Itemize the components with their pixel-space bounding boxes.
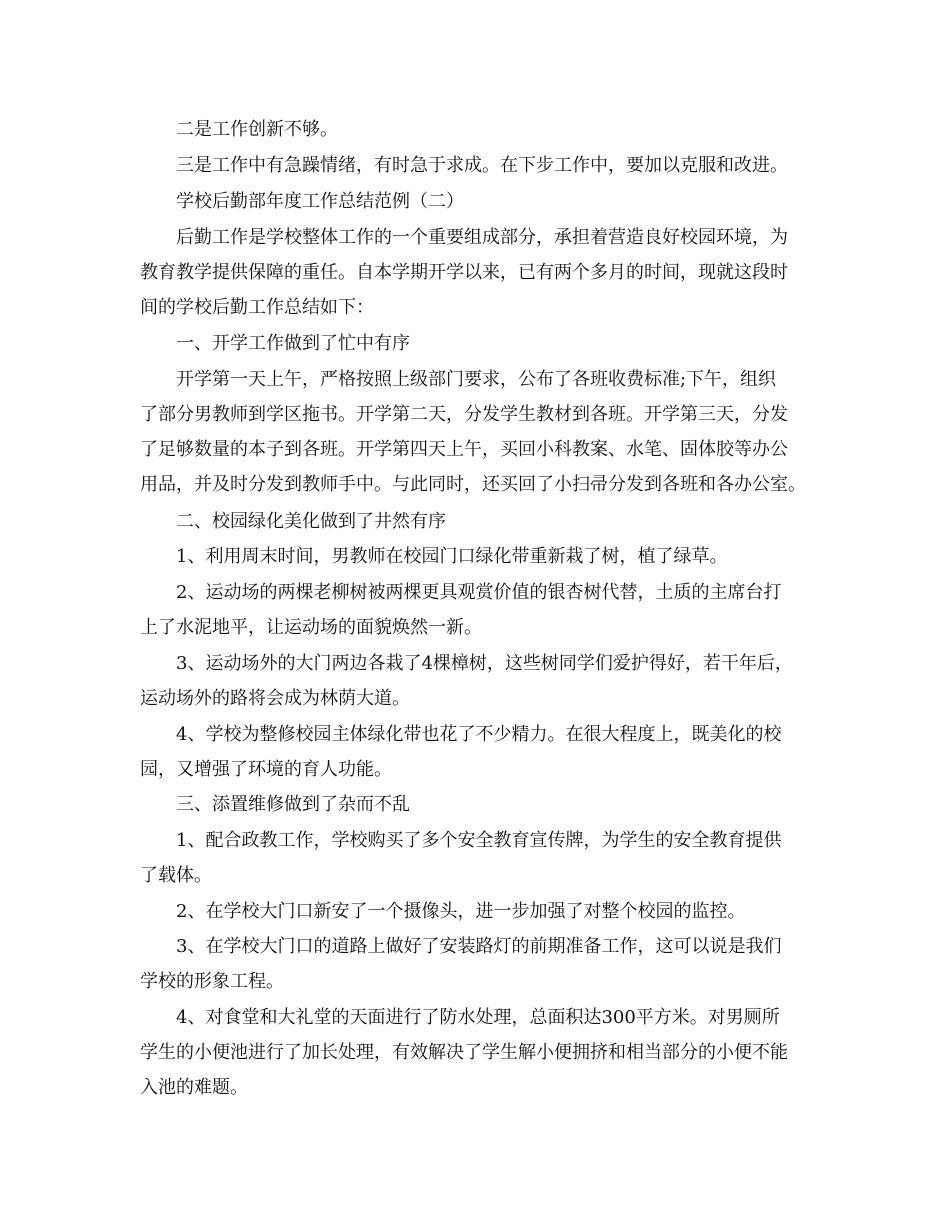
- section-heading: 学校后勤部年度工作总结范例（二）: [176, 191, 464, 212]
- text-line: 1、配合政教工作，学校购买了多个安全教育宣传牌，为学生的安全教育提供: [176, 830, 782, 851]
- text-line: 2、运动场的两棵老柳树被两棵更具观赏价值的银杏树代替，土质的主席台打: [176, 582, 782, 603]
- text-line: 用品，并及时分发到教师手中。与此同时，还买回了小扫帚分发到各班和各办公室。: [140, 474, 806, 495]
- text-line: 2、在学校大门口新安了一个摄像头，进一步加强了对整个校园的监控。: [176, 901, 746, 922]
- text-line: 上了水泥地平，让运动场的面貌焕然一新。: [140, 617, 482, 638]
- text-line: 3、运动场外的大门两边各栽了4棵樟树，这些树同学们爱护得好，若干年后，: [176, 653, 793, 674]
- text-line: 3、在学校大门口的道路上做好了安装路灯的前期准备工作，这可以说是我们: [176, 936, 782, 957]
- text-line: 了载体。: [140, 865, 212, 886]
- text-line: 教育教学提供保障的重任。自本学期开学以来，已有两个多月的时间，现就这段时: [140, 262, 788, 283]
- section-heading: 三、添置维修做到了杂而不乱: [176, 794, 410, 815]
- text-line: 学生的小便池进行了加长处理，有效解决了学生解小便拥挤和相当部分的小便不能: [140, 1042, 788, 1063]
- text-line: 学校的形象工程。: [140, 971, 284, 992]
- text-line: 4、学校为整修校园主体绿化带也花了不少精力。在很大程度上，既美化的校: [176, 724, 782, 745]
- text-line: 园，又增强了环境的育人功能。: [140, 759, 392, 780]
- section-heading: 一、开学工作做到了忙中有序: [176, 333, 410, 354]
- text-line: 三是工作中有急躁情绪，有时急于求成。在下步工作中，要加以克服和改进。: [176, 155, 788, 176]
- text-line: 入池的难题。: [140, 1077, 248, 1098]
- text-line: 运动场外的路将会成为林荫大道。: [140, 688, 410, 709]
- text-line: 后勤工作是学校整体工作的一个重要组成部分，承担着营造良好校园环境，为: [176, 227, 788, 248]
- text-line: 4、对食堂和大礼堂的天面进行了防水处理，总面积达300平方米。对男厕所: [176, 1007, 780, 1028]
- text-line: 了部分男教师到学区拖书。开学第二天，分发学生教材到各班。开学第三天，分发: [140, 404, 788, 425]
- text-line: 开学第一天上午，严格按照上级部门要求，公布了各班收费标准;下午，组织: [176, 369, 777, 390]
- text-line: 间的学校后勤工作总结如下：: [140, 297, 374, 318]
- section-heading: 二、校园绿化美化做到了井然有序: [176, 511, 446, 532]
- text-line: 二是工作创新不够。: [176, 119, 338, 140]
- text-line: 1、利用周末时间，男教师在校园门口绿化带重新栽了树，植了绿草。: [176, 546, 728, 567]
- text-line: 了足够数量的本子到各班。开学第四天上午，买回小科教案、水笔、固体胶等办公: [140, 439, 788, 460]
